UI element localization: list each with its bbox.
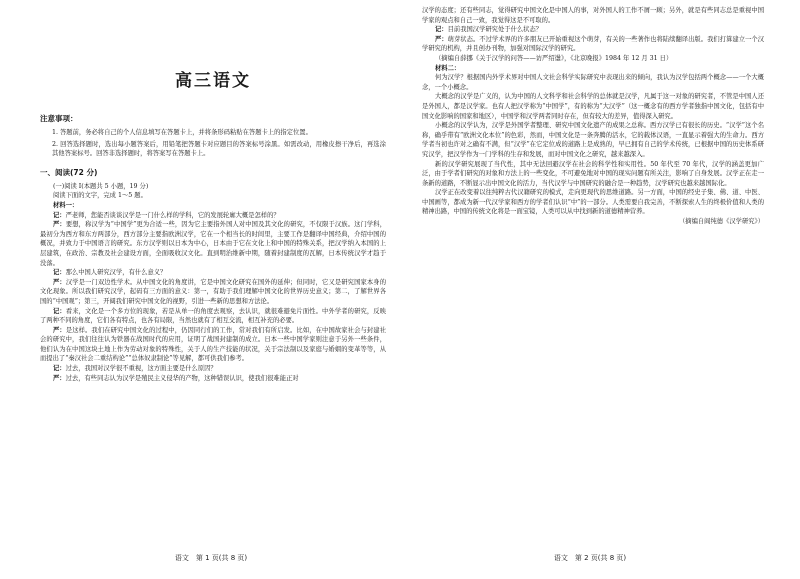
source-citation: （摘编自阎纯德《汉学研究》）: [678, 218, 764, 226]
paragraph: 大概念的汉学是广义的，认为中国的人文科学和社会科学的总体就是汉学，凡属于这一对象的研究者，不管是中国人还是外国人，都是汉学家。也有人把汉学称为“中国学”，有的称为“大汉学”（这一概念有的西方学者独指中国文化，包括有中国文化影响的国家和地区），中国学和汉学两者同时存在，但有较大的差异，值得深入研究。: [422, 93, 764, 120]
notice-item: 2. 回答选择题时，选出每小题答案后，用铅笔把答题卡对应题目的答案标号涂黑。如需改动，用橡皮擦干净后，再选涂其他答案标号。回答非选择题时，将答案写在答题卡上。: [52, 140, 386, 158]
paragraph: 小概念的汉学认为，汉学是外国学者整理、研究中国文化遗产的成果之总称。西方汉学已有很长的历史。“汉学”这个名称，确乎带有“欧洲文化本位”的色彩，然而，中国文化是一条奔腾的活水，它的载体汉语，一直显示着强大的生命力。西方学者当初也许对之确有不满，但“汉学”在它定位成的道路上是成熟的，早已拥有自己的学术传统，已根据中国的历史体系研究汉学，把汉学作为一门学科的生存和发展，而对中国文化之研究，越来越深入。: [422, 122, 764, 158]
paragraph: 新的汉学研究展现了当代性，其中无法回避汉学在社会的科学性和实用性。50 年代至 70 年代，汉学的涵盖更加广泛，由于学者们研究的对象和方法上的一些变化，不可避免地对中国的现实问题有所关注，影响了自身发展。汉学正在走一条新的道路，不断显示出中国文化的活力，当代汉学与中国研究的融合是一种趋势，汉学研究也越来越国际化。: [422, 160, 764, 187]
paragraph: 严：萌芽状态。不过学术界的许多朋友已开始重视这个萌芽，有关的一些著作也将陆续翻译出版。我们打算建立一个汉学研究的机构，并且创办刊物，加强对国际汉学的研究。: [422, 35, 765, 53]
source-citation: （摘编自薛挪《关于汉学的问答——访严绍璗》，《北京晚报》1984 年 12 月 31 日）: [435, 54, 673, 62]
paragraph: 何为汉学？根据国内外学术界对中国人文社会科学实际研究中表现出来的倾向，我认为汉学包括两个概念——一个大概念，一个小概念。: [422, 74, 764, 91]
paragraph: 记：看来，文化是一个多方位的现象，若是从单一的角度去观察，去认识，就很难避免片面性。中外学者的研究，反映了两种不同的角度，它们各有特点，也各有局限，当然也就有了相互交流，相互补充的必要。: [40, 307, 387, 325]
paragraph: 严：过去，有些同志认为汉学是殖民主义侵华的产物，这种错误认识，使我们很难能正对: [53, 374, 299, 382]
paragraph: 汉学正在改变着以往纯粹古代汉籍研究的模式，走向更现代的思维道路。另一方面，中国的经史子集、佛、道、中医、中国画等，都成为新一代汉学家和西方的学者们认识“中”的一部分。人类需要自我完善，不断探索人生的终极价值和人类的精神出路，中国的传统文化将是一面宝镜，人类可以从中找到新的道德精神营养。: [422, 189, 764, 216]
interview-text: [40, 211, 386, 384]
paragraph: 记：那么中国人研究汉学，有什么意义？: [53, 269, 167, 277]
section-heading: 一、阅读(72 分): [40, 167, 98, 177]
material-label: 材料二：: [435, 64, 461, 72]
paragraph: 记：过去，我国对汉学很不重视，这方面主要是什么原因？: [53, 365, 217, 373]
paragraph: 严：要想，称汉学为“中国学”更为合适一些，因为它主要指外国人对中国及其文化的研究，不仅限于汉族。这门学科，最初分为西方和东方两部分，西方部分主要指欧洲汉学，它在一个相当长的时间里，主要工作是翻译中国经典，介绍中国的概况，并致力于中国语言的研究。东方汉学则以日本为中心，日本由于它在文化上和中国的特殊关系，把汉学纳入本国的上层建筑，在政治、宗教及社会建设方面，全面吸收汉文化。直到明治维新中期，随着封建制度的瓦解，日本传统汉学才趋于没落。: [40, 221, 386, 267]
paragraph: 汉学的态度；还有些同志，觉得研究中国文化是中国人的事，对外国人的工作不屑一顾；另外，就是有些同志总是重视中国学家的观点和自己一致，我觉得这是不可取的。: [422, 7, 764, 24]
page-footer: 语文 第 1 页(共 8 页): [174, 554, 248, 562]
page-footer: 语文 第 2 页(共 8 页): [553, 554, 627, 562]
notice-heading: 注意事项：: [40, 114, 78, 123]
notice-item: 1. 答题前，务必将自己的个人信息填写在答题卡上，并将条形码粘贴在答题卡上的指定位置。: [52, 129, 312, 136]
page-2: [400, 0, 800, 579]
material-label: 材料一：: [53, 201, 79, 209]
paragraph: 记：目前我国汉学研究处于什么状态？: [435, 26, 543, 34]
instruction: 阅读下面的文字，完成 1～5 题。: [53, 192, 147, 200]
paragraph: 严：是这样。我们在研究中国文化的过程中，仍因同行们的工作，常对我们有所启发。比如，在中国故家社会与封建社会的研究中，我们往往认为铁器在战国时代的应用，证明了战国封建制的成立。日本一些中国学家则注意于另外一些条件，他们认为在中国这块土地上作为劳动对象的特殊性，关于人的生产技能的状况，关于宗法制以及家庭与婚姻的变革等等，从而提出了“秦汉社会二重结构论”“总体奴隶制论”等见解，都可供我们参考。: [40, 326, 387, 363]
page-title: 高三语文: [175, 71, 251, 91]
paragraph: 严：汉学是一门双边性学术。从中国文化的角度讲，它是中国文化研究在国外的延伸；但同时，它又是研究国家本身的文化现象。所以我们研究汉学，起码有三方面的意义：第一，有助于我们理解中国文化的世界历史意义；第二，了解世界各国的“中国观”；第三，开阔我们研究中国文化的视野，引进一些新的思想和方法论。: [40, 278, 387, 305]
subsection-heading: (一)阅读 I(本题共 5 小题，19 分): [53, 182, 149, 190]
paragraph: 记：严老师，您能否谈谈汉学是一门什么样的学科，它的发展轮廓大概是怎样的？: [53, 211, 280, 219]
